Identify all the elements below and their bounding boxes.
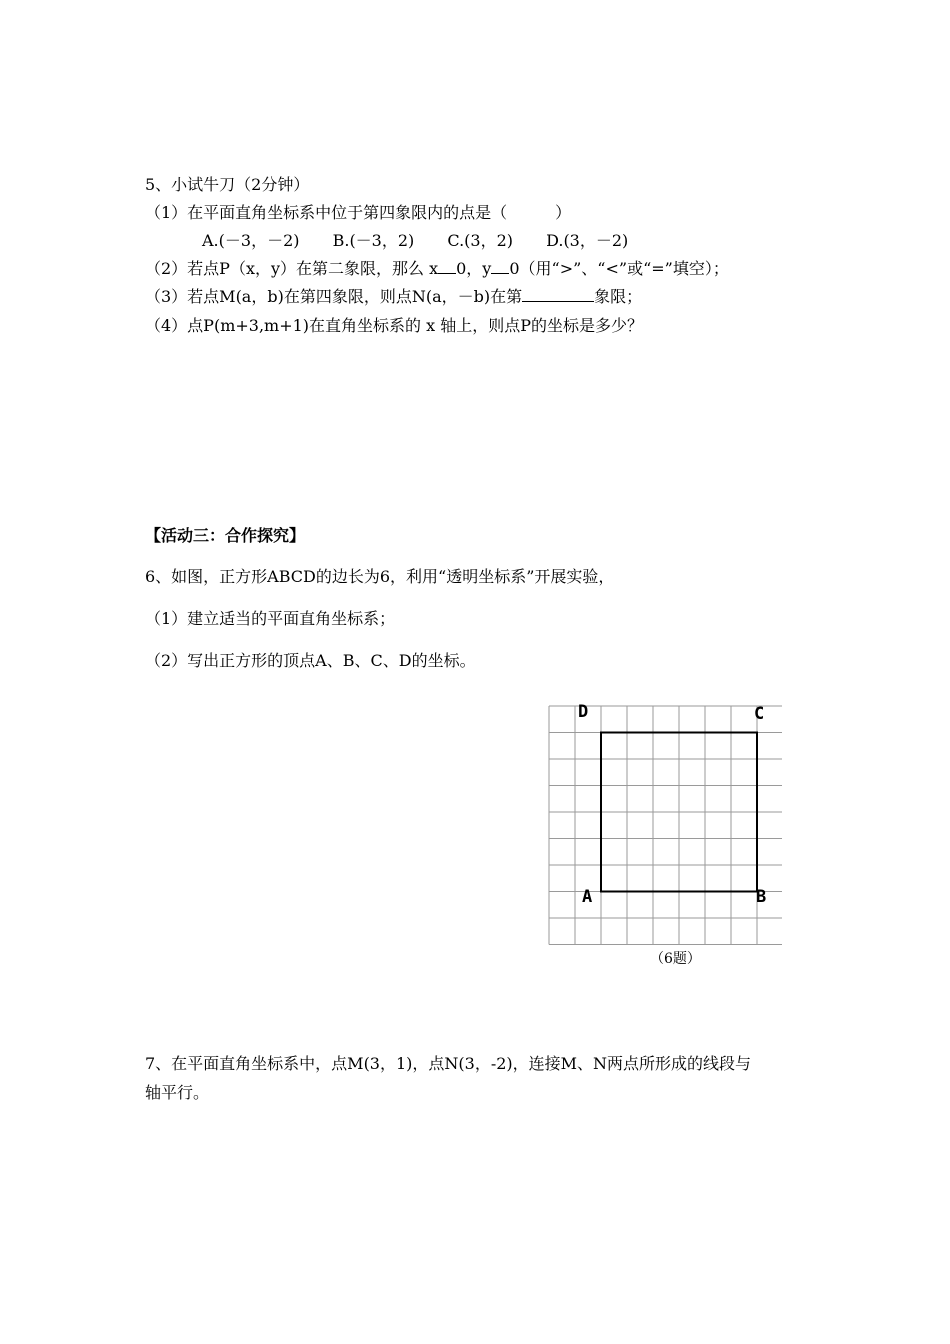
grid-diagram (548, 705, 782, 947)
q5-part2-text-b: 0，y (456, 259, 492, 278)
blank-x[interactable] (438, 273, 456, 274)
q5-part4: （4）点P(m+3,m+1)在直角坐标系的 x 轴上，则点P的坐标是多少？ (145, 316, 643, 335)
choice-c: C.(3，2) (447, 231, 513, 250)
vertex-label-a: A (582, 887, 593, 907)
q7-line1: 7、在平面直角坐标系中，点M(3，1)，点N(3，-2)，连接M、N两点所形成的线段与 (145, 1054, 752, 1073)
q6-part1: （1）建立适当的平面直角坐标系； (145, 609, 396, 628)
q5-part2 (145, 258, 729, 280)
vertex-label-c: C (754, 704, 765, 724)
q6-figure (548, 702, 782, 951)
q5-part3-text-b: 象限； (594, 287, 643, 306)
q5-part2-text-c: 0（用“>”、“<”或“=”填空）； (509, 259, 729, 278)
q6-text: 6、如图，正方形ABCD的边长为6，利用“透明坐标系”开展实验， (145, 567, 615, 586)
vertex-label-d: D (578, 702, 589, 722)
choice-b: B.(－3，2) (332, 231, 415, 250)
q5-choices (202, 230, 656, 252)
choice-d: D.(3，－2) (546, 231, 629, 250)
q6-part2: （2）写出正方形的顶点A、B、C、D的坐标。 (145, 651, 476, 670)
vertex-label-b: B (756, 887, 767, 907)
q5-part3 (145, 286, 642, 308)
q5-part2-text-a: （2）若点P（x，y）在第二象限，那么 x (145, 259, 439, 278)
figure-caption: （6题） (650, 951, 701, 967)
q5-title: 5、小试牛刀（2分钟） (145, 175, 310, 194)
choice-a: A.(－3，－2) (202, 231, 300, 250)
blank-quadrant[interactable] (522, 301, 594, 302)
q5-part3-text-a: （3）若点M(a，b)在第四象限，则点N(a，－b)在第 (145, 287, 523, 306)
blank-y[interactable] (491, 273, 509, 274)
grid-lines (549, 706, 782, 945)
activity3-heading: 【活动三：合作探究】 (145, 526, 306, 545)
q7-line2: 轴平行。 (145, 1083, 210, 1102)
q5-part1: （1）在平面直角坐标系中位于第四象限内的点是（ ） (145, 203, 572, 222)
